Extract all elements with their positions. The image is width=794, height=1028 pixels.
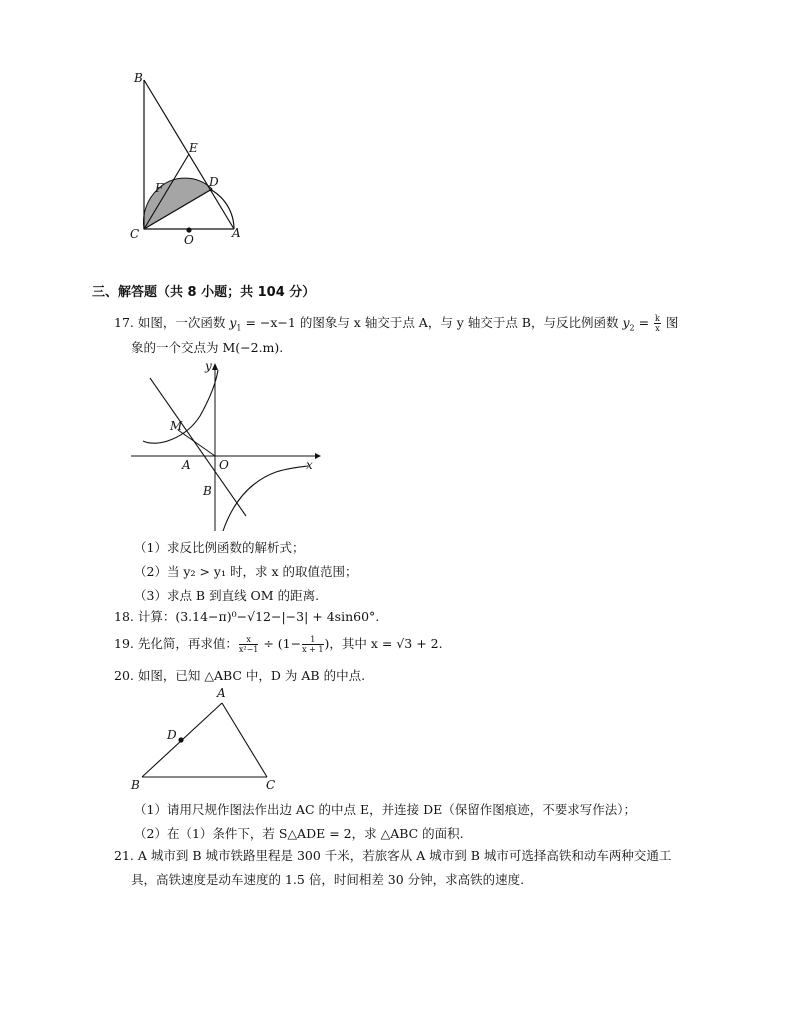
q18-line: 18. 计算：(3.14−π)⁰−√12−|−3| + 4sin60°.: [114, 609, 380, 624]
section-title: 三、解答题（共 8 小题；共 104 分）: [92, 285, 316, 300]
q20-sub1: （1）请用尺规作图法作出边 AC 的中点 E，并连接 DE（保留作图痕迹，不要求写作法）；: [134, 802, 636, 817]
q17-sub2: （2）当 y₂ > y₁ 时，求 x 的取值范围；: [134, 564, 358, 579]
figure-q20-triangle: [128, 686, 288, 796]
q20-line: 20. 如图，已知 △ABC 中，D 为 AB 的中点.: [114, 668, 366, 683]
fraction-k-over-x: $\frac{k}{x}$: [655, 314, 660, 333]
label-A: A: [232, 226, 241, 240]
label-F: F: [155, 181, 164, 195]
figure-q16: [120, 68, 260, 248]
label-A: A: [182, 458, 191, 472]
q19-line: 19. 先化简，再求值： $\frac{x}{\text{x²−1}}$ ÷ (1− $\frac{1}{x + 1}$ )，其中 x = √3 + 2.: [114, 635, 443, 654]
label-M: M: [170, 419, 183, 433]
label-D: D: [209, 175, 219, 189]
axis-x-label: x: [306, 458, 313, 472]
label-B: B: [134, 71, 143, 85]
q17-line1: 17. 如图，一次函数 $y_1 = -x-1$ 的图象与 x 轴交于点 A，与 y 轴交于点 B，与反比例函数 $y_2$ = $\frac{k}{x}$ 图: [114, 314, 679, 333]
fraction-x-over-x2-1: $\frac{x}{\text{x²−1}}$: [238, 635, 259, 654]
figure-q17-graph: [128, 358, 328, 538]
q17-sub3: （3）求点 B 到直线 OM 的距离.: [134, 588, 320, 603]
label-C: C: [266, 778, 276, 792]
fraction-1-over-x-plus-1: $\frac{1}{x + 1}$: [302, 635, 324, 654]
label-B: B: [203, 484, 212, 498]
q17-sub1: （1）求反比例函数的解析式；: [134, 540, 305, 555]
label-O: O: [219, 458, 229, 472]
label-E: E: [189, 141, 198, 155]
q21-line2: 具，高铁速度是动车速度的 1.5 倍，时间相差 30 分钟，求高铁的速度.: [131, 872, 525, 887]
label-B: B: [131, 778, 140, 792]
q21-line1: 21. A 城市到 B 城市铁路里程是 300 千米，若旅客从 A 城市到 B 城市可选择高铁和动车两种交通工: [114, 848, 672, 863]
label-D: D: [167, 728, 177, 742]
q17-line2: 象的一个交点为 M(−2.m).: [131, 340, 284, 355]
axis-y-label: y: [205, 359, 212, 373]
label-C: C: [130, 227, 140, 241]
label-O: O: [184, 233, 194, 247]
label-A: A: [217, 686, 226, 700]
q20-sub2: （2）在（1）条件下，若 S△ADE = 2，求 △ABC 的面积.: [134, 826, 464, 841]
